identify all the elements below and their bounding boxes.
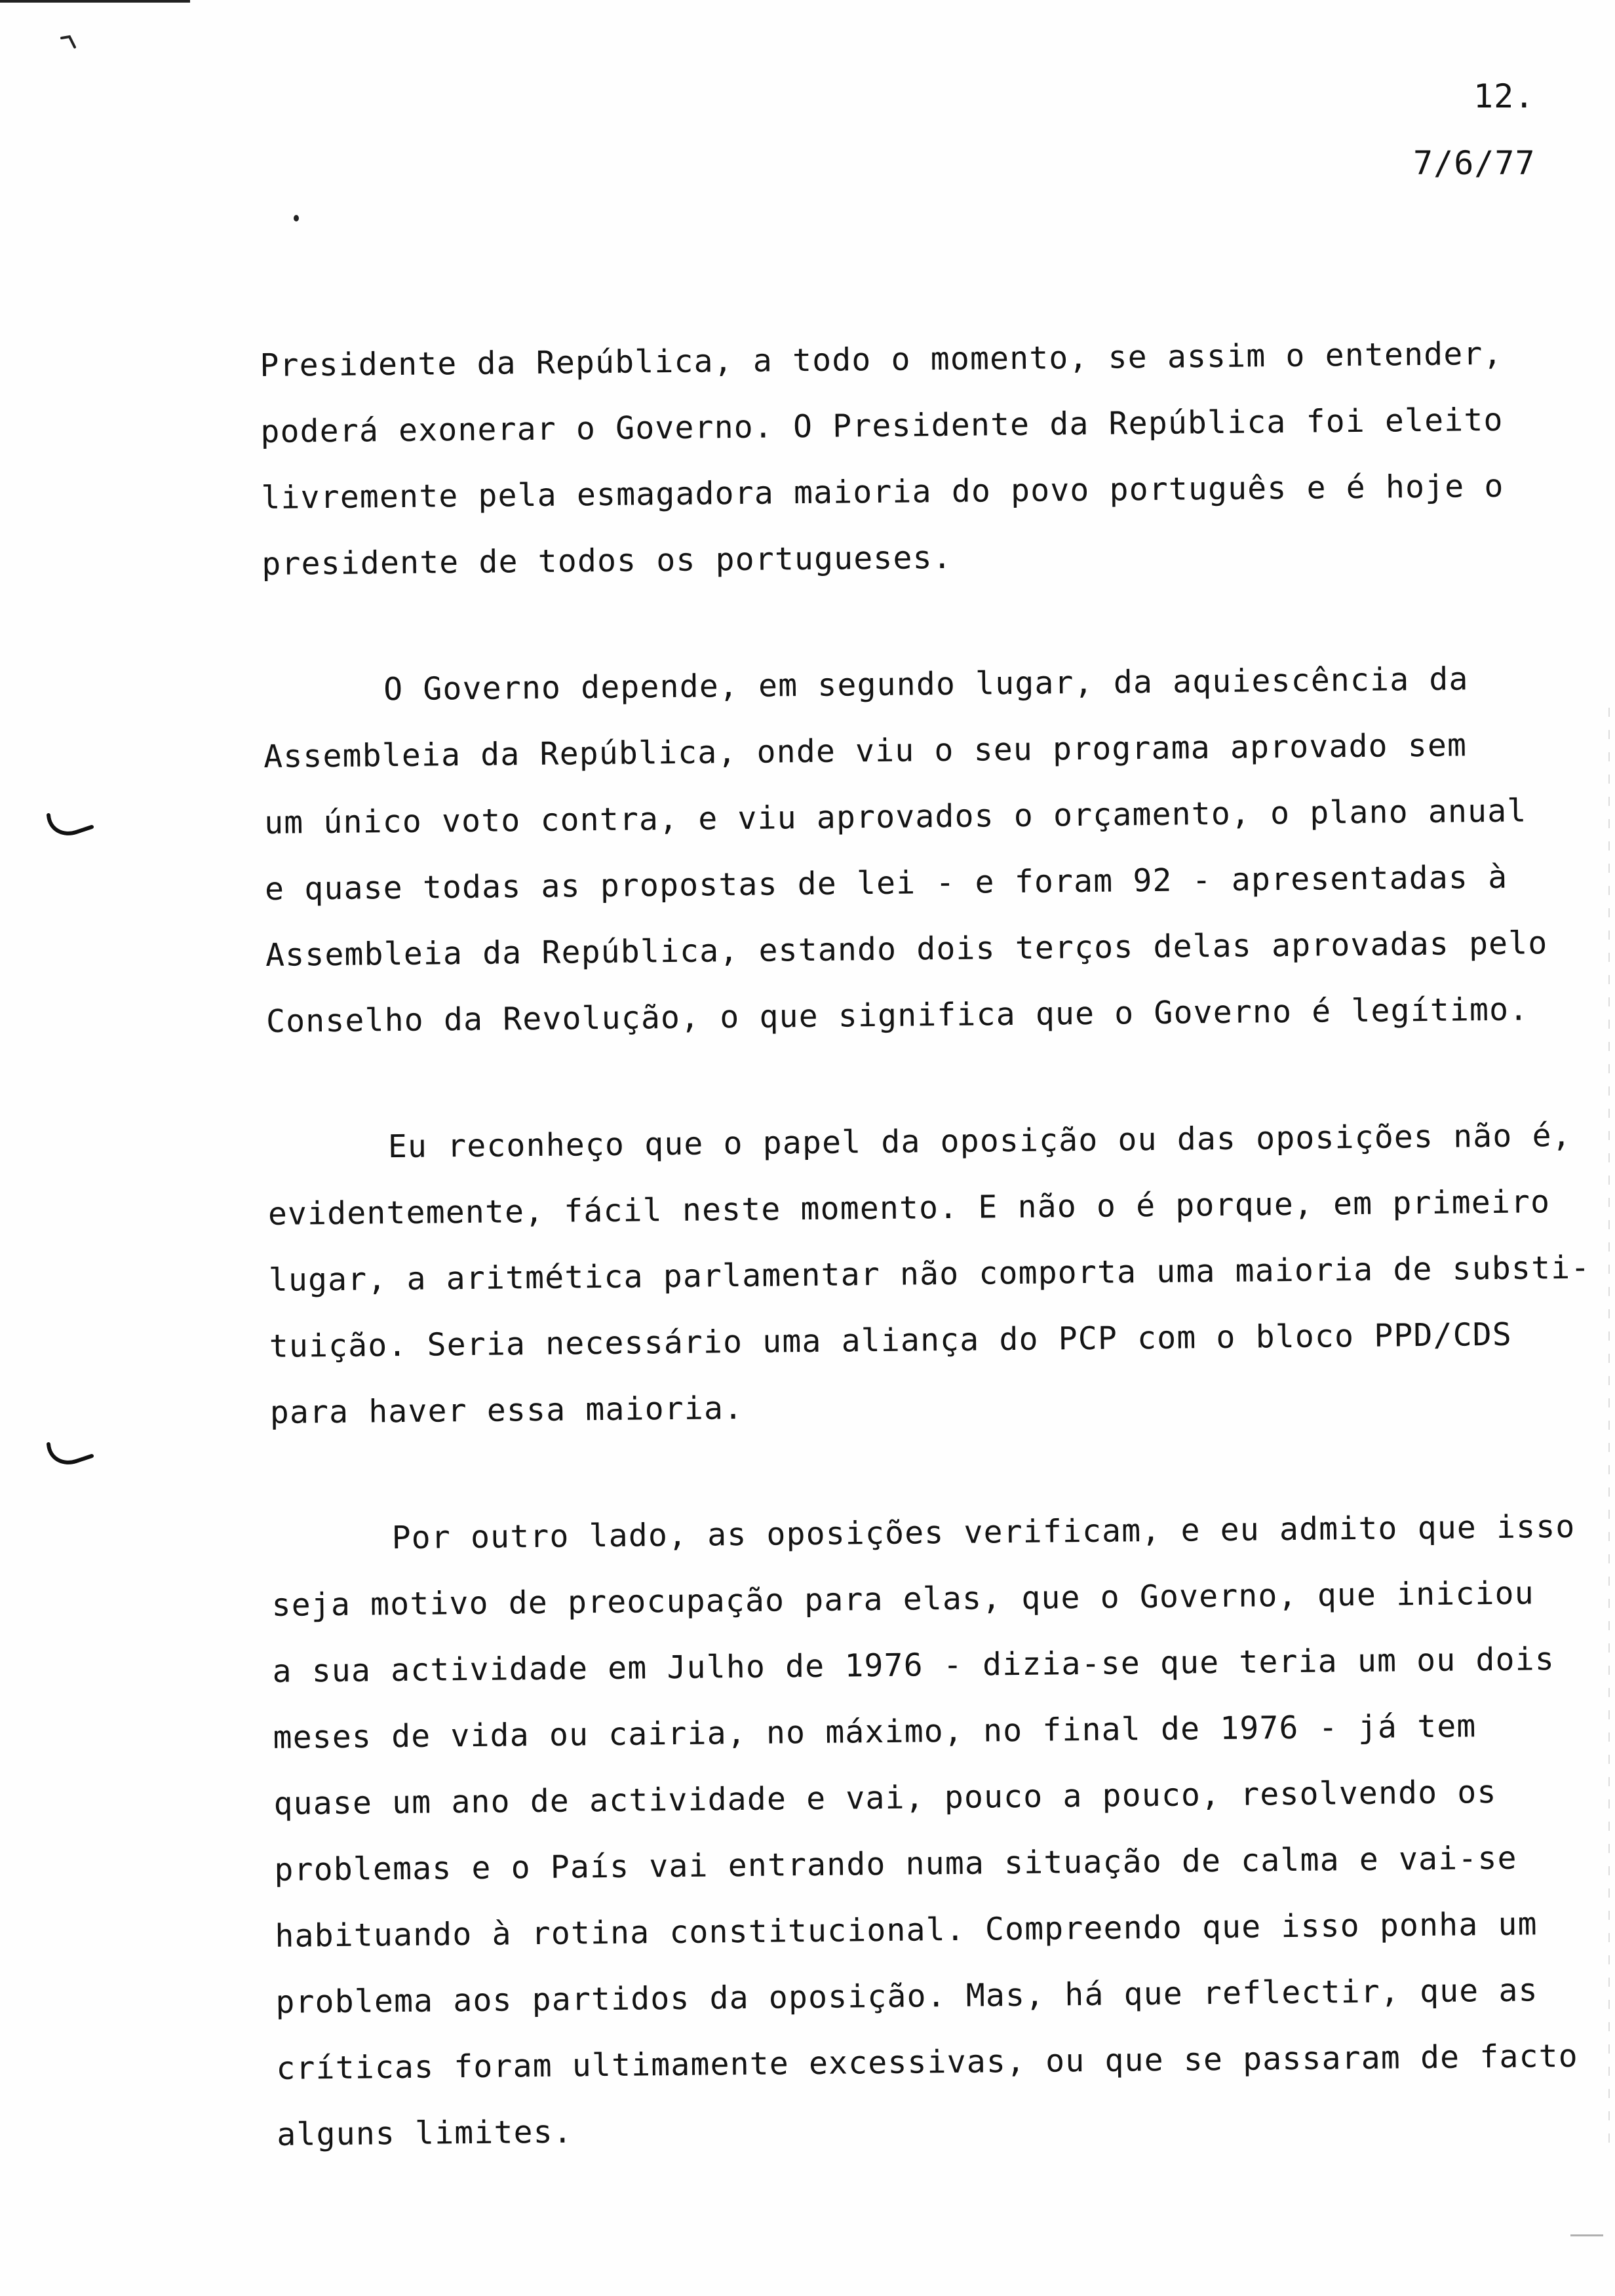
- corner-tick-mark: [60, 34, 80, 54]
- text-line: Assembleia da República, estando dois terços delas aprovadas pelo: [265, 925, 1548, 974]
- text-line: meses de vida ou cairia, no máximo, no final de 1976 - já tem: [273, 1708, 1477, 1756]
- text-line: problema aos partidos da oposição. Mas, há que reflectir, que as: [275, 1972, 1538, 2021]
- binder-punch-mark: [45, 813, 97, 839]
- text-line: evidentemente, fácil neste momento. E não o é porque, em primeiro: [267, 1183, 1551, 1233]
- text-line: livremente pela esmagadora maioria do povo português e é hoje o: [261, 467, 1504, 516]
- text-line: quase um ano de actividade e vai, pouco a pouco, resolvendo os: [273, 1773, 1497, 1822]
- text-line: seja motivo de preocupação para elas, que o Governo, que iniciou: [271, 1575, 1535, 1624]
- text-line: e quase todas as propostas de lei - e foram 92 - apresentadas à: [264, 858, 1508, 908]
- text-line: um único voto contra, e viu aprovados o orçamento, o plano anual: [263, 792, 1527, 841]
- text-line: problemas e o País vai entrando numa situação de calma e vai-se: [274, 1839, 1517, 1888]
- paragraph: [260, 320, 1599, 598]
- text-line: poderá exonerar o Governo. O Presidente da República foi eleito: [260, 401, 1504, 450]
- ink-dot-mark: [294, 215, 299, 221]
- text-line: habituando à rotina constitucional. Compreendo que isso ponha um: [275, 1905, 1538, 1955]
- text-line: presidente de todos os portugueses.: [262, 539, 953, 583]
- text-line: Assembleia da República, onde viu o seu programa aprovado sem: [263, 727, 1468, 775]
- text-line: para haver essa maioria.: [269, 1389, 744, 1431]
- paragraph: [267, 1102, 1607, 1446]
- text-line: críticas foram ultimamente excessivas, ou que se passaram de facto: [276, 2037, 1579, 2087]
- binder-punch-mark: [45, 1442, 97, 1468]
- page-number: 12.: [1473, 77, 1535, 115]
- top-edge-rule: [0, 0, 190, 3]
- text-line: lugar, a aritmética parlamentar não comporta uma maioria de substi-: [268, 1249, 1591, 1299]
- scan-edge-trace: [1570, 2234, 1603, 2236]
- text-line: Conselho da Revolução, o que significa que o Governo é legítimo.: [265, 991, 1529, 1040]
- text-line: Presidente da República, a todo o momento, se assim o entender,: [260, 335, 1503, 384]
- page-date: 7/6/77: [1413, 144, 1536, 182]
- text-line: tuição. Seria necessário uma aliança do PCP com o bloco PPD/CDS: [269, 1316, 1513, 1365]
- text-line: O Governo depende, em segundo lugar, da aquiescência da: [383, 660, 1469, 708]
- paragraph: [263, 645, 1604, 1055]
- text-line: Por outro lado, as oposições verificam, e eu admito que isso: [391, 1508, 1576, 1557]
- text-line: Eu reconheço que o papel da oposição ou das oposições não é,: [387, 1117, 1572, 1166]
- text-line: alguns limites.: [277, 2113, 574, 2153]
- paragraph: [271, 1493, 1614, 2168]
- body-text: [260, 320, 1615, 2228]
- text-line: a sua actividade em Julho de 1976 - dizia-se que teria um ou dois: [272, 1641, 1555, 1690]
